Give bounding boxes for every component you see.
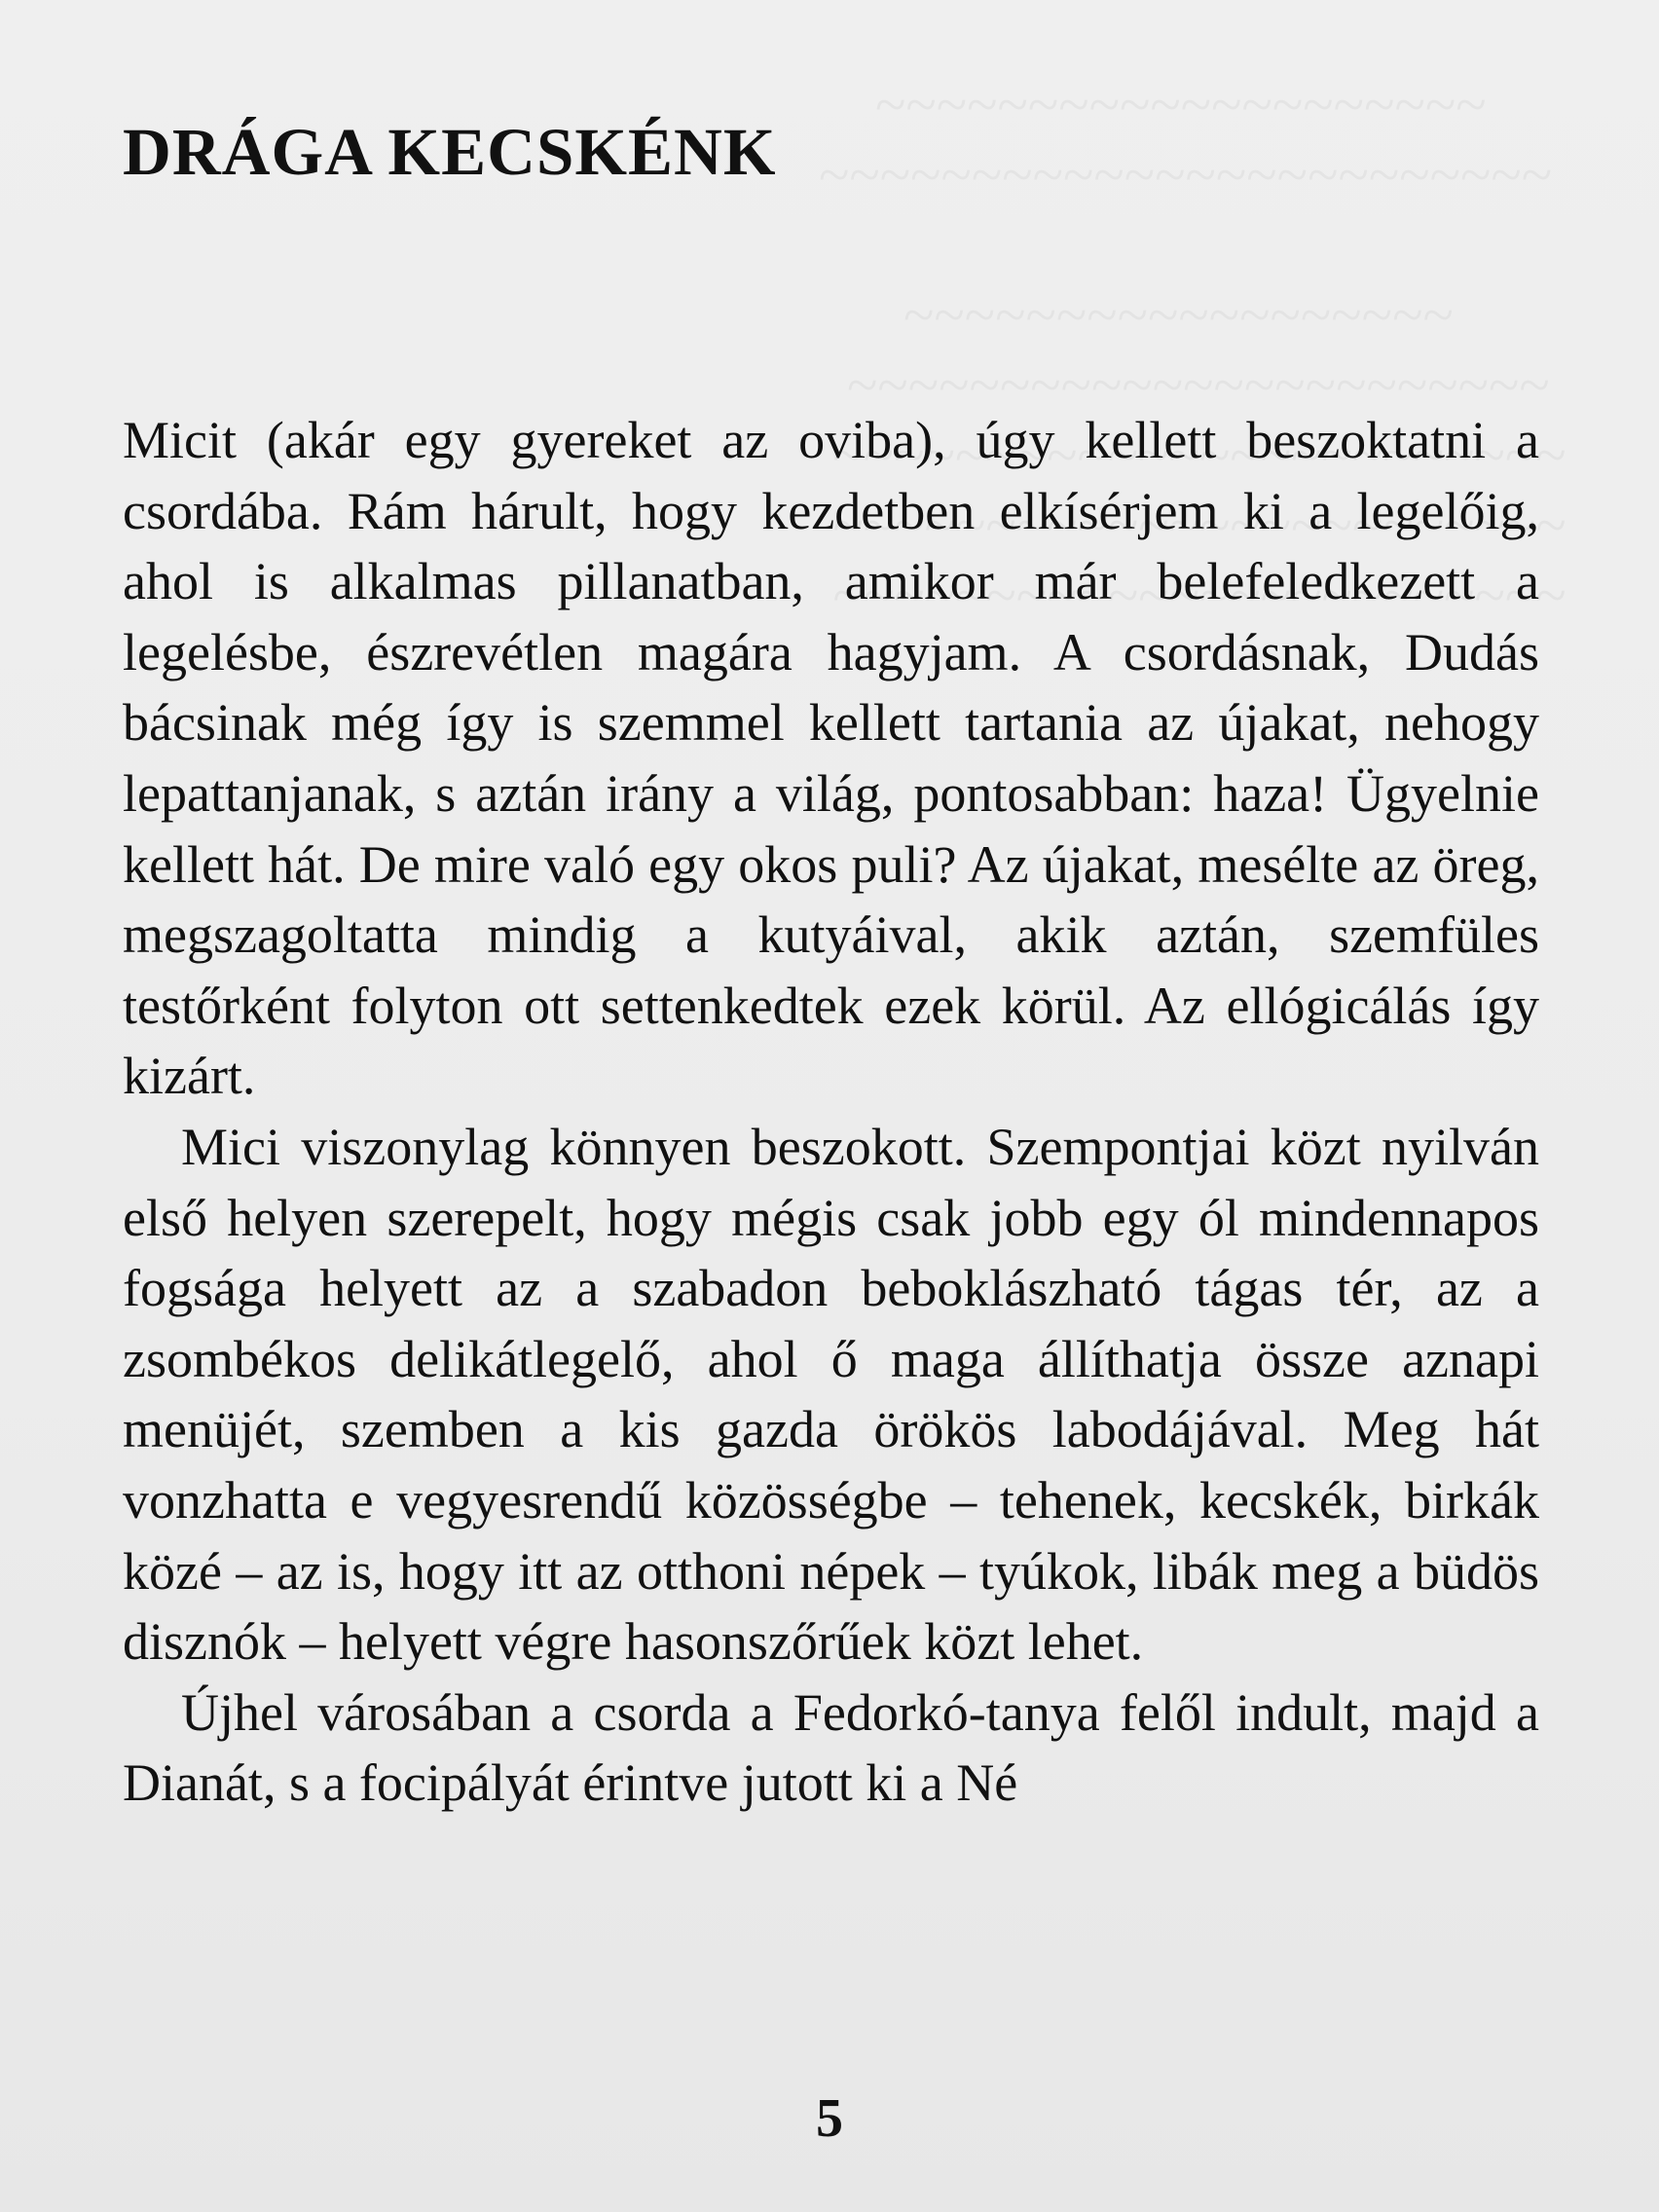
body-text [123,405,1539,1819]
paragraph-2: Mici viszonylag könnyen beszokott. Szempontjai közt nyilván első helyen szerepelt, hogy mégis csak jobb egy ól mindennapos fogsága helyett az a szabadon beboklászható tágas tér, az a zsombékos delikátlegelő, ahol ő maga állíthatja össze aznapi menüjét, szemben a kis gazda örökös labodájával. Meg hát vonzhatta e vegyesrendű közösségbe – tehenek, kecskék, birkák közé – az is, hogy itt az otthoni népek – tyúkok, libák meg a büdös disznók – helyett végre hasonszőrűek közt lehet. [123,1117,1539,1672]
paragraph-3: Újhel városában a csorda a Fedorkó-tanya felől indult, majd a Dianát, s a focipályát érintve jutott ki a Né [123,1682,1539,1813]
chapter-title: DRÁGA KECSKÉNK [123,115,777,189]
paragraph-1: Micit (akár egy gyereket az oviba), úgy kellett beszoktatni a csordába. Rám hárult, hogy kezdetben elkísérjem ki a legelőig, ahol is alkalmas pillanatban, amikor már belefeledkezett a legelésbe, észrevétlen magára hagyjam. A csordásnak, Dudás bácsinak még így is szemmel kellett tartania az újakat, nehogy lepattanjanak, s aztán irány a világ, pontosabban: haza! Ügyelnie kellett hát. De mire való egy okos puli? Az újakat, mesélte az öreg, megszagoltatta mindig a kutyáival, akik aztán, szemfüles testőrként folyton ott settenkedtek ezek körül. Az ellógicálás így kizárt. [123,411,1539,1106]
page-number: 5 [816,2088,843,2149]
